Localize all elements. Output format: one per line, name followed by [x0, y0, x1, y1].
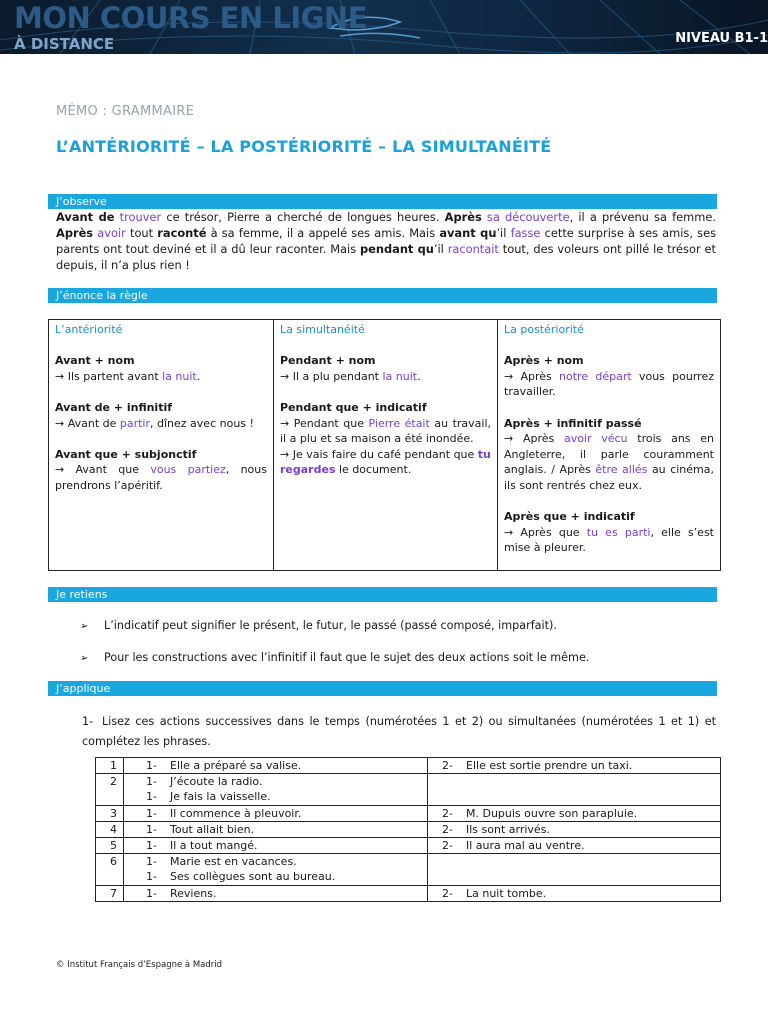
- action-cell: [124, 838, 428, 854]
- t: .: [196, 369, 201, 383]
- action-cell: [428, 805, 721, 821]
- row-number: 4: [96, 821, 124, 837]
- action-cell: [124, 885, 428, 901]
- t: Après: [513, 369, 560, 383]
- action-line: [146, 758, 423, 773]
- rule-block: [504, 509, 714, 556]
- exercise-instruction: [82, 712, 716, 752]
- rule-title: Avant + nom: [55, 354, 135, 368]
- t: Avant que: [64, 463, 151, 477]
- level-label: NIVEAU B1-1: [675, 31, 768, 46]
- t: le document.: [335, 463, 412, 477]
- t: Lisez ces actions successives dans le temps (numérotées 1 et 2) ou simultanées (numérotées 1 et 1) et complétez les phrases.: [82, 715, 716, 748]
- t: avoir: [97, 226, 126, 240]
- action-cell: [124, 805, 428, 821]
- t: Après: [513, 432, 564, 446]
- t: , nous prendrons l’apéritif.: [55, 463, 267, 492]
- arrow-icon: →: [280, 416, 290, 430]
- rule-title: Pendant que + indicatif: [280, 400, 427, 414]
- action-line: [146, 838, 423, 853]
- t: Ils partent avant: [64, 369, 163, 383]
- action-text: Ses collègues sont au bureau.: [170, 870, 336, 884]
- rules-col-posteriority: [498, 320, 721, 571]
- action-num: 1-: [146, 775, 157, 789]
- action-line: [146, 854, 423, 869]
- action-cell: [428, 821, 721, 837]
- t: Pour les constructions avec l’infinitif il faut que le sujet des deux actions soit le même.: [104, 651, 590, 664]
- action-cell: [428, 885, 721, 901]
- t: la nuit: [382, 369, 418, 383]
- t: .: [417, 369, 421, 383]
- action-num: 1-: [146, 855, 157, 869]
- action-num: 1-: [146, 790, 157, 804]
- t: Je vais faire du café pendant que: [289, 447, 478, 461]
- action-text: Il commence à pleuvoir.: [170, 806, 302, 820]
- t: , elle s’est mise à pleurer.: [504, 525, 714, 555]
- action-line: [146, 774, 423, 789]
- t: ce trésor, Pierre a cherché de longues heures.: [161, 210, 445, 224]
- banner-title: MON COURS EN LIGNE: [14, 1, 368, 35]
- table-row: [96, 774, 721, 805]
- row-number: 1: [96, 758, 124, 774]
- t: Après: [56, 226, 94, 240]
- action-cell: [428, 774, 721, 805]
- observe-paragraph: [56, 209, 716, 273]
- t: ’il: [433, 242, 448, 256]
- table-row: [96, 854, 721, 885]
- action-text: Il a tout mangé.: [170, 839, 258, 853]
- rule-example: [55, 462, 267, 493]
- arrow-icon: →: [504, 369, 514, 383]
- rule-title: Avant que + subjonctif: [55, 447, 197, 461]
- t: tu es parti: [586, 525, 651, 539]
- footer-copyright: © Institut Français d’Espagne à Madrid: [56, 960, 223, 970]
- memo-kicker: MÉMO : GRAMMAIRE: [56, 104, 195, 119]
- action-line: [146, 886, 423, 901]
- t: être allés: [595, 463, 648, 477]
- arrow-icon: →: [280, 447, 290, 461]
- row-number: 6: [96, 854, 124, 885]
- arrow-icon: →: [55, 463, 65, 477]
- row-number: 3: [96, 805, 124, 821]
- row-number: 2: [96, 774, 124, 805]
- t: Après que: [513, 525, 587, 539]
- t: Pendant que: [289, 416, 369, 430]
- col-heading: L’antériorité: [55, 323, 123, 336]
- rule-example: [280, 416, 491, 447]
- rule-block: [504, 353, 714, 400]
- t: avant qu: [439, 226, 497, 240]
- action-line: [146, 806, 423, 821]
- action-cell: [428, 758, 721, 774]
- t: , dînez avec nous !: [150, 416, 254, 430]
- section-bar-observe: J’observe: [48, 194, 717, 209]
- action-text: La nuit tombe.: [466, 886, 547, 900]
- t: notre départ: [559, 369, 632, 383]
- action-num: 1-: [146, 886, 157, 900]
- col-heading: La postériorité: [504, 323, 584, 336]
- action-text: Il aura mal au ventre.: [466, 839, 585, 853]
- table-row: [96, 821, 721, 837]
- action-cell: [124, 821, 428, 837]
- t: racontait: [447, 242, 499, 256]
- t: Il a plu pendant: [289, 369, 383, 383]
- rule-title: Après + nom: [504, 354, 584, 368]
- action-num: 1-: [146, 822, 157, 836]
- t: vous partiez: [150, 463, 226, 477]
- rule-example: [280, 369, 491, 385]
- action-text: Je fais la vaisselle.: [170, 790, 271, 804]
- rule-block: [504, 416, 714, 494]
- action-cell: [428, 854, 721, 885]
- rules-table: [48, 319, 721, 571]
- action-num: 1-: [146, 806, 157, 820]
- t: Pierre était: [368, 416, 430, 430]
- t: à sa femme, il a appelé ses amis. Mais: [206, 226, 440, 240]
- action-text: Reviens.: [170, 886, 217, 900]
- t: pendant qu: [360, 242, 434, 256]
- t: trouver: [119, 210, 162, 224]
- rule-example: [504, 369, 714, 400]
- action-line: [146, 822, 423, 837]
- action-text: Ils sont arrivés.: [466, 822, 550, 836]
- rule-title: Après + infinitif passé: [504, 416, 642, 430]
- rule-title: Avant de + infinitif: [55, 400, 173, 414]
- header-banner: [0, 0, 768, 54]
- rule-block: [280, 400, 491, 478]
- exercise-table: [95, 757, 721, 902]
- table-row: [96, 838, 721, 854]
- action-num: 2-: [442, 759, 453, 772]
- t: Avant de: [56, 210, 115, 224]
- action-cell: [428, 838, 721, 854]
- t: Après: [444, 210, 482, 224]
- action-cell: [124, 854, 428, 885]
- section-bar-retain: Je retiens: [48, 587, 717, 602]
- action-num: 1-: [146, 759, 157, 772]
- row-number: 7: [96, 885, 124, 901]
- arrow-icon: →: [504, 432, 514, 446]
- table-row: [96, 758, 721, 774]
- action-text: Tout allait bien.: [170, 822, 255, 836]
- t: tout, des voleurs ont pillé le trésor et depuis, il n’a plus rien !: [56, 242, 716, 272]
- table-row: [96, 885, 721, 901]
- t: au cinéma, ils sont rentrés chez eux.: [504, 463, 714, 492]
- rule-title: Pendant + nom: [280, 354, 376, 368]
- rule-example: [55, 416, 267, 432]
- action-text: Marie est en vacances.: [170, 855, 297, 869]
- action-text: M. Dupuis ouvre son parapluie.: [466, 806, 638, 820]
- rule-example: [504, 431, 714, 493]
- action-num: 1-: [146, 839, 157, 853]
- action-line: [146, 789, 423, 804]
- action-text: J’écoute la radio.: [170, 775, 263, 789]
- t: trois ans en Angleterre, il parle couramment anglais. / Après: [504, 432, 714, 477]
- t: tout: [125, 226, 158, 240]
- rules-col-simultaneity: [274, 320, 498, 571]
- rule-title: Après que + indicatif: [504, 510, 635, 524]
- t: la nuit: [162, 369, 197, 383]
- section-bar-rule: J’énonce la règle: [48, 288, 717, 303]
- action-text: Elle a préparé sa valise.: [170, 759, 302, 772]
- t: partir: [119, 416, 151, 430]
- t: raconté: [157, 226, 207, 240]
- action-num: 2-: [442, 839, 453, 853]
- rule-example: [55, 369, 267, 385]
- section-bar-apply: J’applique: [48, 681, 717, 696]
- action-num: 2-: [442, 822, 453, 836]
- page-title: L’ANTÉRIORITÉ – LA POSTÉRIORITÉ – LA SIMULTANÉITÉ: [56, 137, 552, 156]
- rule-example: [280, 447, 491, 478]
- rules-col-anteriority: [49, 320, 274, 571]
- t: tu regardes: [280, 447, 491, 477]
- action-cell: [124, 758, 428, 774]
- rule-block: [55, 353, 267, 384]
- arrow-bullet-icon: ➢: [80, 653, 89, 664]
- col-heading: La simultanéité: [280, 323, 365, 336]
- action-num: 2-: [442, 806, 453, 820]
- row-number: 5: [96, 838, 124, 854]
- t: au travail, il a plu et sa maison a été inondée.: [280, 416, 492, 446]
- t: L’indicatif peut signifier le présent, le futur, le passé (passé composé, imparfait).: [104, 619, 557, 632]
- exercise-number: 1-: [82, 715, 94, 728]
- rule-example: [504, 525, 714, 556]
- arrow-bullet-icon: ➢: [80, 621, 89, 632]
- retain-bullet: [80, 618, 557, 634]
- arrow-icon: →: [504, 525, 514, 539]
- arrow-icon: →: [280, 369, 290, 383]
- t: ’il: [496, 226, 511, 240]
- arrow-icon: →: [55, 416, 65, 430]
- table-row: [96, 805, 721, 821]
- t: Avant de: [64, 416, 120, 430]
- banner-subtitle: À DISTANCE: [14, 35, 115, 53]
- t: cette surprise à ses amis, ses parents ont tout deviné et il a dû leur raconter. Mais: [56, 226, 717, 256]
- t: vous pourrez travailler.: [504, 369, 714, 399]
- action-num: 1-: [146, 870, 157, 884]
- action-line: [146, 869, 423, 884]
- action-cell: [124, 774, 428, 805]
- t: fasse: [510, 226, 541, 240]
- rule-block: [55, 447, 267, 494]
- rule-block: [280, 353, 491, 384]
- t: , il a prévenu sa femme.: [569, 210, 716, 224]
- action-num: 2-: [442, 886, 453, 900]
- action-text: Elle est sortie prendre un taxi.: [466, 759, 633, 772]
- arrow-icon: →: [55, 369, 65, 383]
- retain-bullet: [80, 650, 589, 666]
- t: sa découverte: [486, 210, 570, 224]
- t: avoir vécu: [563, 432, 628, 446]
- rule-block: [55, 400, 267, 431]
